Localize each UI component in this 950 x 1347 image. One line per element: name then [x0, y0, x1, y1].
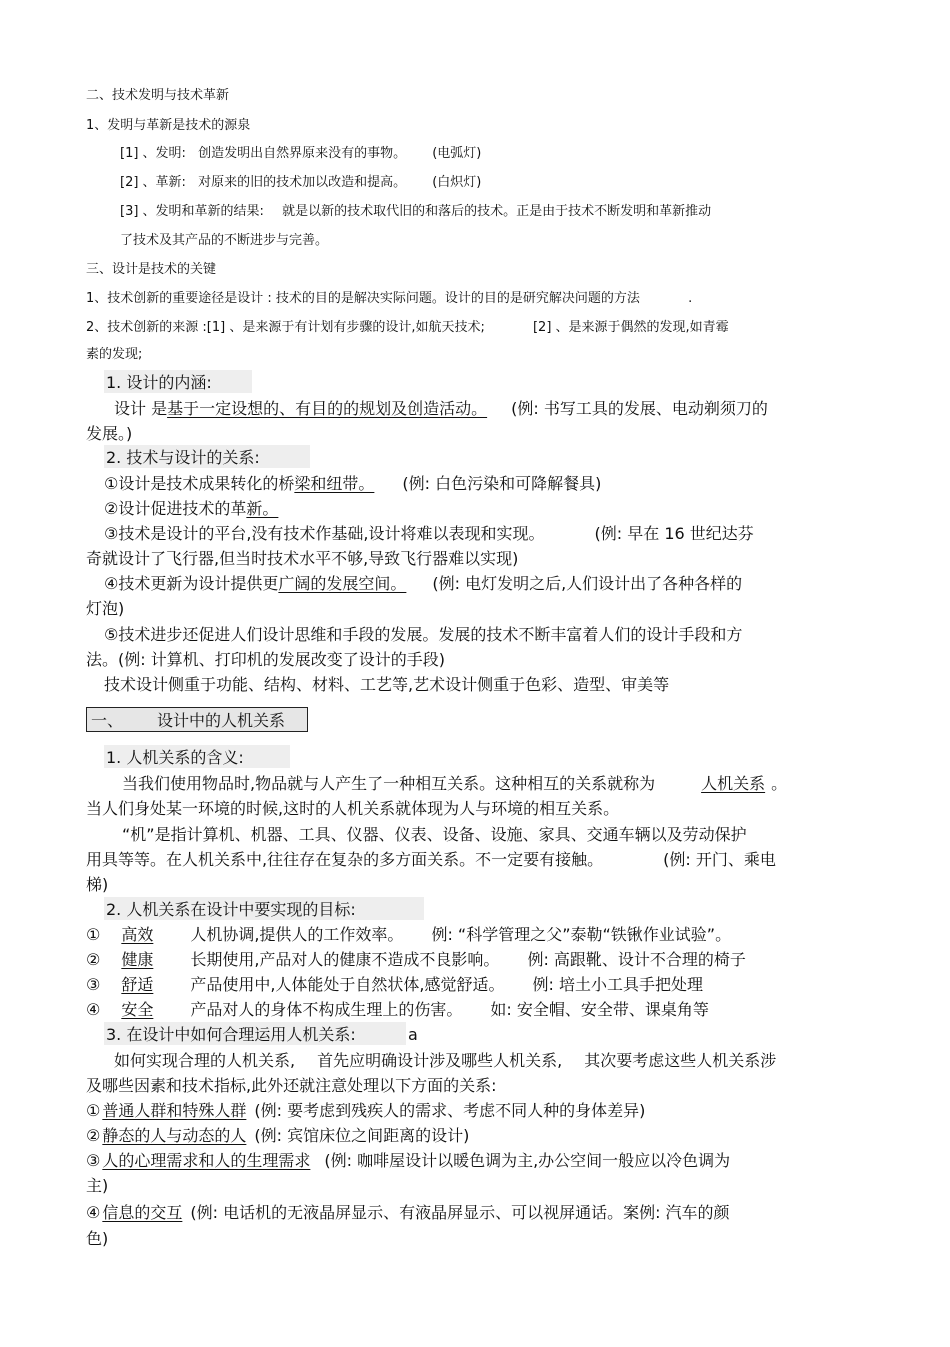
line-end-dot: .: [688, 291, 693, 306]
innovation-route-text: 1、技术创新的重要途径是设计 : 技术的目的是解决实际问题。设计的目的是研究解决问题的方法: [86, 291, 640, 306]
goal-keyword: 舒适: [121, 975, 154, 994]
innovation-source-continued: 素的发现;: [86, 347, 143, 362]
relation-5: ⑤技术进步还促进人们设计思维和手段的发展。发展的技术不断丰富着人们的设计手段和方: [104, 625, 743, 644]
goal-number: ④: [86, 1000, 101, 1019]
relation-item: [86, 1098, 645, 1121]
example-text: (例: 电灯发明之后,人们设计出了各种各样的: [432, 574, 743, 593]
subheading-source: 1、发明与革新是技术的源泉: [86, 118, 251, 133]
machine-definition-continued: [86, 847, 776, 870]
example-text: (例: 白色污染和可降解餐具): [402, 474, 602, 493]
text: ②设计促进技术的革: [104, 499, 247, 518]
innovation-source-text-1: 2、技术创新的来源 :[1] 、是来源于有计划有步骤的设计,如航天技术;: [86, 320, 485, 335]
goal-example: 例: 培土小工具手把处理: [532, 975, 704, 994]
goal-keyword: 健康: [121, 950, 154, 969]
innovation-route-line: [86, 287, 692, 306]
item-example: (电弧灯): [432, 146, 482, 161]
example-text: (例: 早在 16 世纪达芬: [594, 524, 754, 543]
relation-number: ②: [86, 1126, 101, 1145]
relation-4-continued: 灯泡): [86, 599, 125, 618]
relation-item: [86, 1148, 730, 1171]
item-text: 就是以新的技术取代旧的和落后的技术。正是由于技术不断发明和革新推动: [282, 204, 712, 219]
relation-item: [86, 1200, 730, 1223]
relation-example: (例: 宾馆床位之间距离的设计): [254, 1126, 470, 1145]
heading-extra-letter: a: [408, 1025, 418, 1044]
relation-keyword: 普通人群和特殊人群: [102, 1101, 247, 1120]
machine-definition: “机”是指计算机、机器、工具、仪器、仪表、设备、设施、家具、交通车辆以及劳动保护: [122, 825, 747, 844]
relation-keyword: 信息的交互: [102, 1203, 183, 1222]
text: 用具等等。在人机关系中,往往存在复杂的多方面关系。不一定要有接触。: [86, 850, 604, 869]
relation-keyword: 人的心理需求和人的生理需求: [102, 1151, 311, 1170]
box-frame: [86, 707, 308, 732]
relation-number: ④: [86, 1203, 101, 1222]
item-text: 对原来的旧的技术加以改造和提高。: [198, 175, 407, 190]
text: ③技术是设计的平台,没有技术作基础,设计将难以表现和实现。: [104, 524, 545, 543]
machine-definition-end: 梯): [86, 875, 109, 894]
item-label: [2] 、革新:: [120, 175, 186, 190]
relation-number: ③: [86, 1151, 101, 1170]
underlined-term: 人机关系: [701, 774, 766, 793]
goal-description: 产品对人的身体不构成生理上的伤害。: [190, 1000, 463, 1019]
relation-keyword: 静态的人与动态的人: [102, 1126, 247, 1145]
design-definition-continued: 发展。): [86, 424, 133, 443]
text: 其次要考虑这些人机关系涉: [584, 1051, 777, 1070]
text: ①设计是技术成果转化的桥: [104, 474, 295, 493]
box-number: 一、: [91, 711, 124, 730]
section-heading-invention: 二、技术发明与技术革新: [86, 88, 230, 103]
item-example: (白炽灯): [432, 175, 482, 190]
goal-keyword: 安全: [121, 1000, 154, 1019]
boxed-section-heading: [86, 707, 308, 732]
heading-apply-hmr: [104, 1022, 418, 1045]
section-heading-design-key: 三、设计是技术的关键: [86, 262, 217, 277]
heading-tech-design-relation: 2. 技术与设计的关系:: [104, 445, 310, 468]
relation-4: [104, 571, 742, 594]
heading-design-connotation: 1. 设计的内涵:: [104, 370, 252, 393]
relation-number: ①: [86, 1101, 101, 1120]
item-label: [3] 、发明和革新的结果:: [120, 204, 264, 219]
item-result: [120, 200, 711, 219]
goal-row: [86, 922, 731, 945]
goal-description: 人机协调,提供人的工作效率。: [190, 925, 404, 944]
goal-number: ①: [86, 925, 101, 944]
goal-example: 例: 高跟靴、设计不合理的椅子: [527, 950, 746, 969]
innovation-source-text-2: [2] 、是来源于偶然的发现,如青霉: [532, 320, 729, 335]
goal-description: 产品使用中,人体能处于自然状体,感觉舒适。: [190, 975, 505, 994]
relation-item: [86, 1123, 469, 1146]
underlined-text: 新。: [246, 499, 279, 518]
text: 设计 是: [114, 399, 168, 418]
relation-item-continued: 色): [86, 1229, 109, 1248]
hmr-meaning-continued: 当人们身处某一环境的时候,这时的人机关系就体现为人与环境的相互关系。: [86, 799, 620, 818]
goal-row: [86, 947, 746, 970]
goal-keyword: 高效: [121, 925, 154, 944]
innovation-source-line: [86, 316, 729, 335]
text: 如何实现合理的人机关系,: [114, 1051, 296, 1070]
relation-item-continued: 主): [86, 1176, 109, 1195]
relation-3-continued: 奇就设计了飞行器,但当时技术水平不够,导致飞行器难以实现): [86, 549, 519, 568]
item-label: [1] 、发明:: [120, 146, 186, 161]
item-renovation: [120, 171, 481, 190]
item-invention: [120, 142, 481, 161]
relation-example: (例: 要考虑到残疾人的需求、考虑不同人种的身体差异): [254, 1101, 646, 1120]
relation-2: [104, 496, 278, 519]
underlined-text: 梁和纽带。: [294, 474, 375, 493]
text: ④技术更新为设计提供更: [104, 574, 279, 593]
relation-example: (例: 电话机的无液晶屏显示、有液晶屏显示、可以视屏通话。案例: 汽车的颜: [190, 1203, 730, 1222]
goal-number: ③: [86, 975, 101, 994]
goal-row: [86, 997, 709, 1020]
tech-vs-art-design: 技术设计侧重于功能、结构、材料、工艺等,艺术设计侧重于色彩、造型、审美等: [104, 675, 670, 694]
goal-example: 如: 安全帽、安全带、课桌角等: [490, 1000, 709, 1019]
item-result-continued: 了技术及其产品的不断进步与完善。: [120, 233, 329, 248]
underlined-text: 广阔的发展空间。: [278, 574, 407, 593]
text: 当我们使用物品时,物品就与人产生了一种相互关系。这种相互的关系就称为: [122, 774, 656, 793]
goal-description: 长期使用,产品对人的健康不造成不良影响。: [190, 950, 500, 969]
apply-para: [114, 1048, 776, 1071]
relation-1: [104, 471, 601, 494]
box-title: 设计中的人机关系: [157, 711, 286, 730]
relation-3: [104, 521, 754, 544]
heading-hmr-goals: 2. 人机关系在设计中要实现的目标:: [104, 897, 424, 920]
underlined-definition: 基于一定设想的、有目的的规划及创造活动。: [167, 399, 488, 418]
goal-row: [86, 972, 703, 995]
text: 首先应明确设计涉及哪些人机关系,: [317, 1051, 563, 1070]
relation-5-continued: 法。(例: 计算机、打印机的发展改变了设计的手段): [86, 650, 445, 669]
example-text: (例: 书写工具的发展、电动剃须刀的: [511, 399, 768, 418]
item-text: 创造发明出自然界原来没有的事物。: [198, 146, 407, 161]
example-text: (例: 开门、乘电: [663, 850, 776, 869]
period: 。: [771, 774, 788, 793]
hmr-meaning-para: [122, 771, 787, 794]
design-definition: [114, 396, 768, 419]
goal-example: 例: “科学管理之父”泰勒“铁锹作业试验”。: [431, 925, 732, 944]
goal-number: ②: [86, 950, 101, 969]
heading-text: 3. 在设计中如何合理运用人机关系:: [104, 1022, 406, 1045]
heading-hmr-meaning: 1. 人机关系的含义:: [104, 745, 290, 768]
apply-para-continued: 及哪些因素和技术指标,此外还就注意处理以下方面的关系:: [86, 1076, 497, 1095]
relation-example: (例: 咖啡屋设计以暖色调为主,办公空间一般应以冷色调为: [324, 1151, 731, 1170]
